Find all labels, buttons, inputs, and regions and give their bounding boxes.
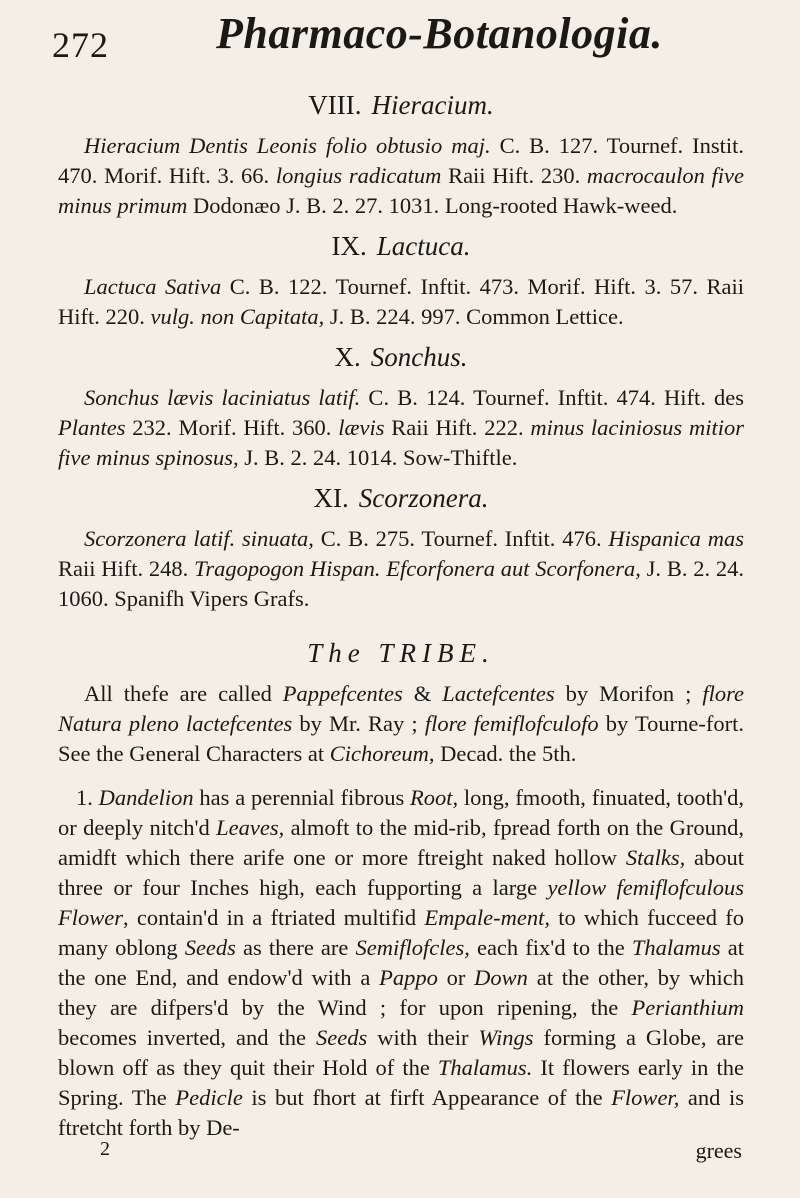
body-text: It flowers early in the Spring. The (58, 1055, 744, 1110)
italic-term: Pappefcentes (282, 681, 403, 706)
italic-term: Flower, (611, 1085, 680, 1110)
latin-text: macrocaulon five minus primum (58, 163, 744, 218)
references: Raii Hift. 222. (384, 415, 531, 440)
running-head (52, 0, 744, 80)
tribe-heading: The TRIBE. (307, 638, 495, 668)
italic-term: Seeds (184, 935, 236, 960)
tribe-paragraph (58, 679, 744, 769)
italic-term: Thalamus (631, 935, 721, 960)
body-text: All thefe are called (84, 681, 283, 706)
italic-term: flore Natura pleno lactefcentes (58, 681, 744, 736)
italic-term: Wings (478, 1025, 534, 1050)
body-text: by Mr. Ray ; (292, 711, 425, 736)
entry-sonchus (58, 383, 744, 473)
body-text: at the one End, and endow'd with a (58, 935, 744, 990)
italic-term: yellow femiflofculous Flower (58, 875, 745, 930)
body-text: or (437, 965, 475, 990)
section-heading-sonchus (58, 342, 744, 373)
signature-mark: 2 (100, 1138, 110, 1160)
references: C. B. 127. Tournef. Instit. 470. Morif. Hift. 3. 66. (58, 133, 744, 188)
body-text: each fix'd to the (469, 935, 632, 960)
references: Raii Hift. 248. (58, 556, 195, 581)
body-text: at the other, by which they are difpers'd by the Wind ; for upon ripening, the (58, 965, 745, 1020)
references: Raii Hift. 230. (441, 163, 587, 188)
italic-term: Pedicle (175, 1085, 243, 1110)
body-text: as there are (235, 935, 356, 960)
italic-term: Seeds (316, 1025, 368, 1050)
latin-text: minus laciniosus mitior five minus spinosus, (58, 415, 744, 470)
italic-term: Thalamus. (437, 1055, 533, 1080)
section-numeral: XI. (313, 483, 349, 513)
section-numeral: VIII. (308, 90, 362, 120)
entry-lactuca (58, 272, 744, 332)
item-number: 1. (76, 785, 99, 810)
dandelion-description (58, 783, 744, 1143)
italic-term: Semiflofcles, (355, 935, 470, 960)
italic-term: Cichoreum, (329, 741, 435, 766)
running-title: Pharmaco-Botanologia. (216, 9, 663, 58)
latin-name: Sonchus lævis laciniatus latif. (84, 385, 361, 410)
section-numeral: IX. (331, 231, 367, 261)
body-text: and is ftretcht forth by De- (58, 1085, 744, 1140)
latin-name: Lactuca Sativa (84, 274, 222, 299)
latin-text: longius radicatum (275, 163, 442, 188)
latin-text: Tragopogon Hispan. Efcorfonera aut Scorfonera, (194, 556, 641, 581)
section-name: Lactuca. (376, 231, 471, 261)
body-text: has a perennial fibrous (193, 785, 410, 810)
references: C. B. 124. Tournef. Inftit. 474. Hift. des (360, 385, 745, 410)
body-text: , contain'd in a ftriated multifid (123, 905, 425, 930)
page-number: 272 (52, 25, 109, 65)
body-text: & (402, 681, 443, 706)
latin-name: Scorzonera latif. sinuata, (84, 526, 314, 551)
section-name: Scorzonera. (358, 483, 489, 513)
section-numeral: X. (334, 342, 361, 372)
italic-term: Pappo (379, 965, 438, 990)
section-name: Sonchus. (370, 342, 468, 372)
italic-term: Perianthium (631, 995, 744, 1020)
body-text: Decad. the 5th. (434, 741, 577, 766)
body-text: by Morifon ; (554, 681, 703, 706)
latin-text: Hispanica mas (608, 526, 744, 551)
body-text: becomes inverted, and the (58, 1025, 317, 1050)
body-text: with their (367, 1025, 479, 1050)
italic-term: Empale-ment, (424, 905, 550, 930)
italic-term: Stalks, (625, 845, 686, 870)
body-text: long, fmooth, finuated, tooth'd, or deeply nitch'd (58, 785, 744, 840)
body-text: is but fhort at firft Appearance of the (242, 1085, 612, 1110)
references: C. B. 122. Tournef. Inftit. 473. Morif. Hift. 3. 57. Raii Hift. 220. (58, 274, 744, 329)
references: J. B. 224. 997. Common Lettice. (324, 304, 624, 329)
italic-term: Down (474, 965, 528, 990)
section-name: Hieracium. (371, 90, 494, 120)
italic-term: Leaves, (216, 815, 285, 840)
section-heading-scorzonera (58, 483, 744, 514)
italic-term: Root, (409, 785, 459, 810)
latin-text: Plantes (58, 415, 126, 440)
body-text: forming a Globe, are blown off as they quit their Hold of the (58, 1025, 745, 1080)
references: Dodonæo J. B. 2. 27. 1031. Long-rooted Hawk-weed. (187, 193, 678, 218)
entry-hieracium (58, 131, 744, 221)
section-heading-lactuca (58, 231, 744, 262)
italic-term: Lactefcentes (442, 681, 555, 706)
references: J. B. 2. 24. 1014. Sow-Thiftle. (238, 445, 518, 470)
body-text: to which fucceed fo many oblong (58, 905, 745, 960)
body-text: about three or four Inches high, each fupporting a large (58, 845, 744, 900)
entry-scorzonera (58, 524, 744, 614)
italic-term: Dandelion (98, 785, 194, 810)
italic-term: flore femiflofculofo (424, 711, 599, 736)
references: C. B. 275. Tournef. Inftit. 476. (313, 526, 609, 551)
latin-text: vulg. non Capitata, (150, 304, 325, 329)
references: J. B. 2. 24. 1060. Spanifh Vipers Grafs. (58, 556, 744, 611)
latin-text: lævis (338, 415, 385, 440)
catchword: grees (695, 1138, 742, 1163)
section-heading-hieracium (58, 90, 744, 121)
references: 232. Morif. Hift. 360. (125, 415, 339, 440)
body-text: by Tourne-fort. See the General Characters at (58, 711, 744, 766)
body-text: almoft to the mid-rib, fpread forth on the Ground, amidft which there arife one or more ftreight naked hollow (58, 815, 744, 870)
latin-name: Hieracium Dentis Leonis folio obtusio maj. (84, 133, 491, 158)
